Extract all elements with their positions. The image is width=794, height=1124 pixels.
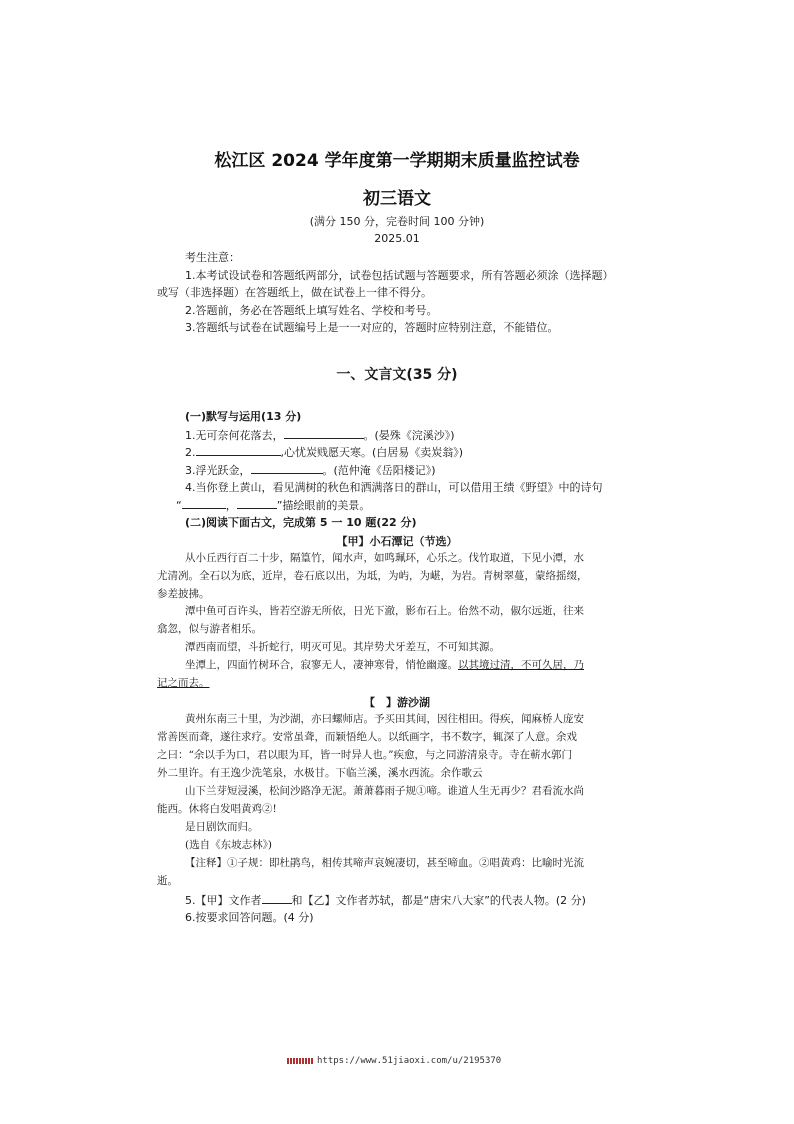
question-4-cont xyxy=(176,497,370,513)
passage-a-line: 从小丘西行百二十步，隔篁竹，闻水声，如鸣珮环，心乐之。伐竹取道，下见小潭，水 xyxy=(185,552,584,564)
footer-watermark xyxy=(287,1056,501,1066)
exam-title: 松江区 2024 学年度第一学期期末质量监控试卷 xyxy=(214,151,580,171)
exam-date: 2025.01 xyxy=(374,232,420,245)
passage-b-line: 之曰：“余以手为口，君以眼为耳，皆一时异人也。”疾愈，与之同游清泉寺。寺在蕲水郭门 xyxy=(157,749,572,761)
notice-item-3: 3.答题纸与试卷在试题编号上是一一对应的，答题时应特别注意，不能错位。 xyxy=(185,321,559,334)
question-1 xyxy=(185,427,455,443)
question-3-prefix: 3.浮光跃金， xyxy=(185,464,251,477)
question-3-suffix: 。(范仲淹《岳阳楼记》) xyxy=(322,464,436,477)
passage-b-line: 是日剧饮而归。 xyxy=(185,821,259,833)
question-2-prefix: 2. xyxy=(185,446,196,459)
question-4: 4.当你登上黄山，看见满树的秋色和洒满落日的群山，可以借用王绩《野望》中的诗句 xyxy=(185,481,603,494)
score-time: (满分 150 分，完卷时间 100 分钟) xyxy=(309,215,485,228)
underlined-sentence-cont: 记之而去。 xyxy=(157,677,210,689)
passage-a-line: 潭西南而望，斗折蛇行，明灭可见。其岸势犬牙差互，不可知其源。 xyxy=(185,641,500,653)
answer-blank[interactable] xyxy=(237,497,277,509)
subject-title: 初三语文 xyxy=(363,189,431,209)
answer-blank[interactable] xyxy=(251,462,323,474)
part2-title: (二)阅读下面古文，完成第 5 一 10 题(22 分) xyxy=(185,516,417,529)
site-logo-icon xyxy=(287,1058,313,1064)
answer-blank[interactable] xyxy=(182,497,226,509)
passage-b-line: 外二里许。有王逸少洗笔泉，水极甘。下临兰溪，溪水西流。余作歌云 xyxy=(157,767,483,779)
question-6: 6.按要求回答问题。(4 分) xyxy=(185,911,314,924)
passage-b-line: 黄州东南三十里，为沙湖，亦曰螺师店。予买田其间，因往相田。得疾，闻麻桥人庞安 xyxy=(185,713,584,725)
notice-item-1-cont: 或写（非选择题）在答题纸上，做在试卷上一律不得分。 xyxy=(157,286,432,299)
question-5-suffix: 和【乙】文作者苏轼，都是“唐宋八大家”的代表人物。(2 分) xyxy=(291,894,586,907)
section-title: 一、文言文(35 分) xyxy=(336,367,458,383)
question-5-prefix: 5.【甲】文作者 xyxy=(185,894,262,907)
part1-title: (一)默写与运用(13 分) xyxy=(185,410,302,423)
passage-b-source: (选自《东坡志林》) xyxy=(185,839,272,851)
passage-b-line: 常善医而聋，遂往求疗。安常虽聋，而颖悟绝人。以纸画字，书不数字，辄深了人意。余戏 xyxy=(157,731,577,743)
quote-open: “ xyxy=(176,499,182,512)
passage-a-text: 坐潭上，四面竹树环合，寂寥无人，凄神寒骨，悄怆幽邃。 xyxy=(185,659,458,671)
answer-blank[interactable] xyxy=(284,427,364,439)
passage-b-title: 【 】游沙湖 xyxy=(364,696,430,709)
question-1-prefix: 1.无可奈何花落去， xyxy=(185,429,284,442)
answer-blank[interactable] xyxy=(262,892,292,904)
passage-a-line xyxy=(185,658,584,673)
passage-a-line: 参差披拂。 xyxy=(157,588,210,600)
underlined-sentence: 以其境过清，不可久居，乃 xyxy=(458,659,584,671)
notice-heading: 考生注意： xyxy=(185,251,240,264)
question-2-suffix: ,心忧炭贱愿天寒。(白居易《卖炭翁》) xyxy=(280,446,464,459)
passage-a-line: 翕忽，似与游者相乐。 xyxy=(157,623,262,635)
comma: ， xyxy=(225,499,237,512)
passage-b-line: 山下兰芽短浸溪，松间沙路净无泥。萧萧暮雨子规①啼。谁道人生无再少？君看流水尚 xyxy=(185,785,584,797)
question-3 xyxy=(185,462,436,478)
passage-a-line: 潭中鱼可百许头，皆若空游无所依，日光下澈，影布石上。佁然不动，俶尔远逝，往来 xyxy=(185,605,584,617)
passage-a-title: 【甲】小石潭记（节选） xyxy=(336,535,458,548)
question-1-suffix: 。(晏殊《浣溪沙》) xyxy=(363,429,455,442)
footer-url[interactable]: https://www.51jiaoxi.com/u/2195370 xyxy=(317,1056,502,1066)
passage-b-line: 能西。休将白发唱黄鸡②! xyxy=(157,803,277,815)
passage-a-line: 尤清冽。全石以为底，近岸，卷石底以出，为坻，为屿，为嵁，为岩。青树翠蔓，蒙络摇缀， xyxy=(157,570,588,582)
question-5 xyxy=(185,892,586,908)
answer-blank[interactable] xyxy=(196,444,281,456)
notice-item-1: 1.本考试设试卷和答题纸两部分，试卷包括试题与答题要求，所有答题必须涂（选择题） xyxy=(185,269,614,282)
notice-item-2: 2.答题前，务必在答题纸上填写姓名、学校和考号。 xyxy=(185,304,438,317)
question-2 xyxy=(185,444,463,460)
passage-b-note-cont: 逝。 xyxy=(157,875,178,887)
quote-close: ”描绘眼前的美景。 xyxy=(276,499,371,512)
passage-b-note: 【注释】①子规：即杜鹃鸟，相传其啼声哀婉凄切，甚至啼血。②唱黄鸡：比喻时光流 xyxy=(185,857,584,869)
